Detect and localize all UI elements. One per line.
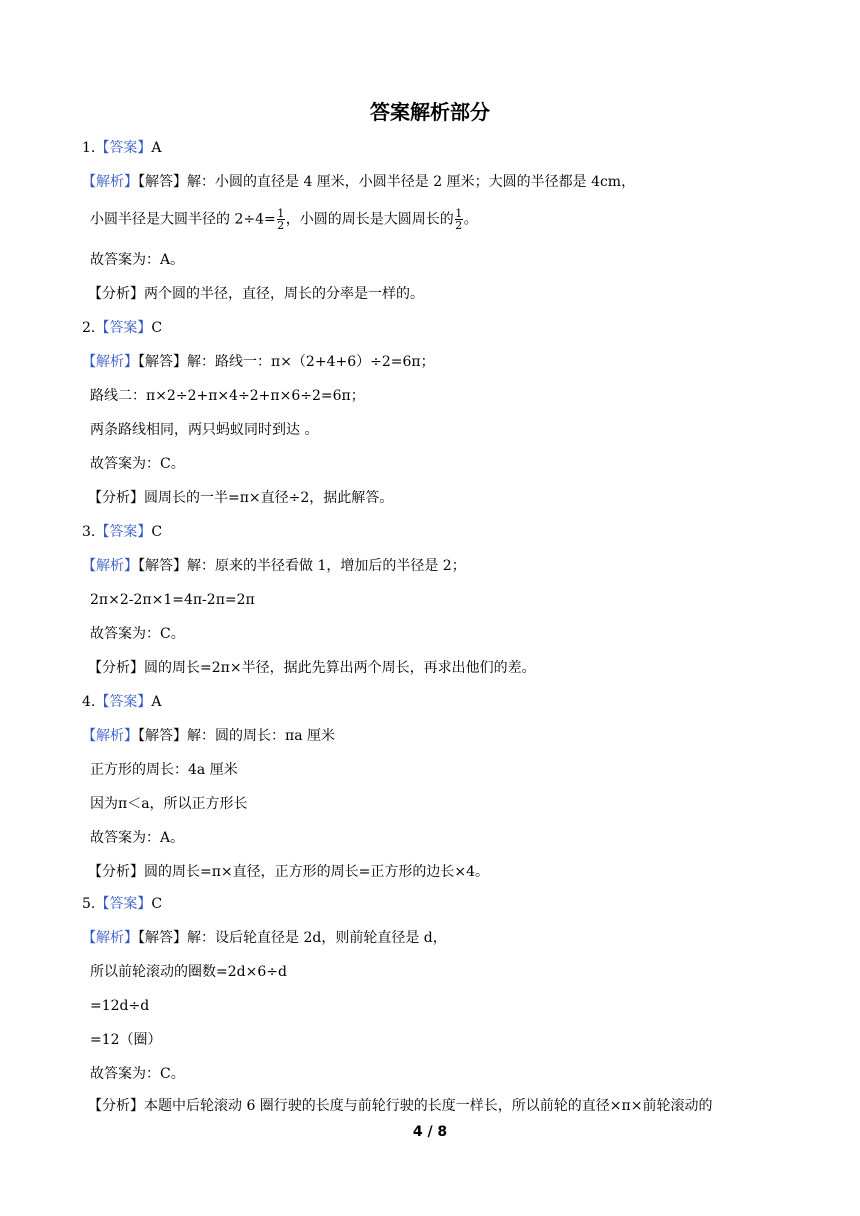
question-5-solution — [82, 928, 447, 948]
question-number: 1. — [82, 140, 96, 156]
answer-value: C — [151, 320, 163, 336]
question-4-line-3: 因为π＜a，所以正方形长 — [90, 796, 248, 812]
answer-tag: 【答案】 — [95, 524, 152, 540]
question-2-line-2: 路线二：π×2÷2+π×4÷2+π×6÷2=6π； — [90, 388, 365, 404]
analysis-tag: 【解析】 — [82, 558, 138, 574]
question-5-conclusion: 故答案为：C。 — [90, 1066, 185, 1082]
question-number: 5. — [82, 896, 96, 912]
question-3-conclusion: 故答案为：C。 — [90, 626, 185, 642]
solution-text: 【解答】解：原来的半径看做 1，增加后的半径是 2； — [138, 558, 466, 574]
question-2-line-3: 两条路线相同，两只蚂蚁同时到达 。 — [90, 422, 319, 438]
question-3-solution — [82, 556, 466, 576]
fraction — [277, 208, 285, 231]
text-part: ，小圆的周长是大圆周长的 — [285, 211, 454, 228]
question-2-analysis: 【分析】圆周长的一半=π×直径÷2，据此解答。 — [88, 490, 394, 506]
fraction-numerator: 1 — [455, 207, 463, 220]
question-number: 4. — [82, 694, 96, 710]
answer-value: C — [151, 896, 163, 912]
question-4-answer — [82, 692, 161, 712]
analysis-tag: 【解析】 — [82, 728, 138, 744]
question-4-conclusion: 故答案为：A。 — [90, 830, 185, 846]
analysis-tag: 【解析】 — [82, 174, 138, 190]
question-5-answer — [82, 894, 162, 914]
question-2-solution — [82, 352, 435, 372]
solution-text: 【解答】解：小圆的直径是 4 厘米，小圆半径是 2 厘米；大圆的半径都是 4cm， — [138, 174, 636, 190]
question-4-analysis: 【分析】圆的周长=π×直径，正方形的周长=正方形的边长×4。 — [88, 864, 490, 880]
answer-value: A — [151, 694, 162, 710]
analysis-tag: 【解析】 — [82, 354, 138, 370]
question-1-analysis: 【分析】两个圆的半径，直径，周长的分率是一样的。 — [88, 286, 424, 302]
question-4-solution — [82, 726, 335, 746]
question-5-line-3: =12d÷d — [90, 998, 150, 1014]
analysis-tag: 【解析】 — [82, 930, 138, 946]
fraction-denominator: 2 — [455, 219, 463, 232]
answer-tag: 【答案】 — [95, 320, 152, 336]
answer-tag: 【答案】 — [95, 896, 152, 912]
question-number: 2. — [82, 320, 96, 336]
question-2-conclusion: 故答案为：C。 — [90, 456, 185, 472]
question-5-line-4: =12（圈） — [90, 1032, 162, 1048]
page-number: 4 / 8 — [412, 1124, 448, 1140]
fraction-denominator: 2 — [277, 219, 285, 232]
answer-value: A — [151, 140, 162, 156]
fraction-numerator: 1 — [277, 207, 285, 220]
answer-tag: 【答案】 — [95, 140, 152, 156]
answer-value: C — [151, 524, 163, 540]
question-4-line-2: 正方形的周长：4a 厘米 — [90, 762, 238, 778]
answer-tag: 【答案】 — [95, 694, 152, 710]
question-1-line-2 — [90, 208, 478, 231]
fraction — [455, 208, 463, 231]
text-part: 小圆半径是大圆半径的 2÷4= — [90, 211, 276, 228]
question-3-answer — [82, 522, 162, 542]
question-1-conclusion: 故答案为：A。 — [90, 252, 185, 268]
question-3-line-2: 2π×2-2π×1=4π-2π=2π — [90, 592, 255, 608]
question-1-solution — [82, 172, 635, 192]
solution-text: 【解答】解：路线一：π×（2+4+6）÷2=6π； — [138, 354, 435, 370]
question-2-answer — [82, 318, 162, 338]
question-3-analysis: 【分析】圆的周长=2π×半径，据此先算出两个周长，再求出他们的差。 — [88, 660, 536, 676]
question-1-answer — [82, 138, 161, 158]
text-part: 。 — [463, 211, 478, 228]
solution-text: 【解答】解：设后轮直径是 2d，则前轮直径是 d， — [138, 930, 447, 946]
question-5-analysis: 【分析】本题中后轮滚动 6 圈行驶的长度与前轮行驶的长度一样长，所以前轮的直径×π×前轮滚动的 — [88, 1098, 713, 1114]
solution-text: 【解答】解：圆的周长：πa 厘米 — [138, 728, 335, 744]
page-title: 答案解析部分 — [370, 100, 490, 124]
question-number: 3. — [82, 524, 96, 540]
question-5-line-2: 所以前轮滚动的圈数=2d×6÷d — [90, 964, 287, 980]
